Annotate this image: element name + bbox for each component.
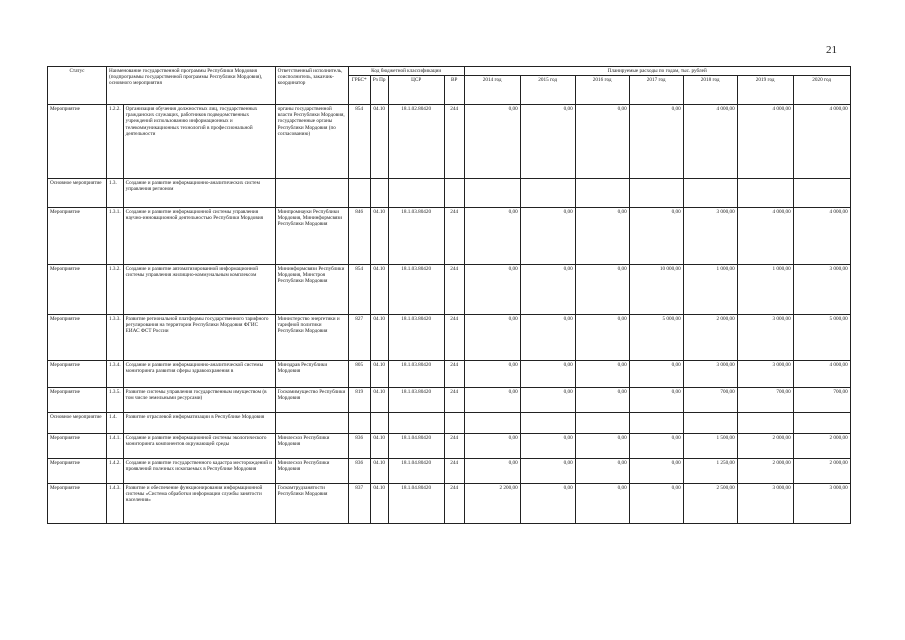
csr-cell: 18.1.03.80420	[388, 265, 444, 315]
table-row	[48, 361, 851, 388]
budget-table	[47, 66, 851, 524]
table-row	[48, 484, 851, 524]
name-cell: Создание и развитие государственного кадастра месторождений и проявлений полезных ископаемых в Республике Мордовия	[123, 459, 275, 484]
status-cell: Мероприятие	[48, 208, 107, 265]
section-row	[48, 413, 851, 434]
expense-value-cell	[737, 413, 793, 434]
expense-value-cell: 4 000,00	[737, 105, 793, 179]
number-cell: 1.4.	[107, 413, 124, 434]
expense-value-cell: 2 000,00	[793, 459, 850, 484]
expense-value-cell: 0,00	[464, 105, 520, 179]
expenses-header: Планируемые расходы по годам, тыс. рублей	[464, 67, 850, 76]
vr-cell: 244	[444, 459, 464, 484]
expense-value-cell: 1 250,00	[683, 459, 737, 484]
year-header: 2019 год	[737, 76, 793, 105]
budget-code-header: Код бюджетной классификации	[348, 67, 464, 76]
expense-value-cell: 1 000,00	[683, 265, 737, 315]
vr-cell: 244	[444, 434, 464, 459]
year-header: 2020 год	[793, 76, 850, 105]
rzpr-cell: 04.10	[370, 105, 388, 179]
executor-cell: Мининформсвязи Республики Мордовия, Минстроя Республики Мордовия	[275, 265, 348, 315]
csr-header: ЦСР	[388, 76, 444, 105]
expense-value-cell: 0,00	[575, 265, 629, 315]
expense-value-cell	[629, 413, 683, 434]
expense-value-cell	[464, 413, 520, 434]
expense-value-cell: 0,00	[464, 388, 520, 413]
expense-value-cell: 4 000,00	[793, 361, 850, 388]
executor-cell: Минпромнауки Республики Мордовия, Мининформсвязи Республики Мордовия	[275, 208, 348, 265]
expense-value-cell: 700,00	[683, 388, 737, 413]
expense-value-cell: 0,00	[629, 484, 683, 524]
expense-value-cell: 4 000,00	[793, 105, 850, 179]
csr-cell: 18.1.02.80420	[388, 105, 444, 179]
expense-value-cell: 0,00	[575, 434, 629, 459]
status-cell: Мероприятие	[48, 105, 107, 179]
table-row	[48, 265, 851, 315]
number-cell: 1.3.5.	[107, 388, 124, 413]
expense-value-cell: 0,00	[464, 434, 520, 459]
expense-value-cell	[683, 179, 737, 208]
expense-value-cell: 5 000,00	[629, 315, 683, 361]
expense-value-cell: 0,00	[575, 484, 629, 524]
name-cell: Создание и развитие информационной системы управления научно-инновационной деятельностью Республики Мордовия	[123, 208, 275, 265]
vr-cell: 244	[444, 105, 464, 179]
expense-value-cell: 0,00	[464, 361, 520, 388]
table-header	[48, 67, 851, 105]
expense-value-cell	[520, 413, 575, 434]
expense-value-cell: 0,00	[520, 388, 575, 413]
expense-value-cell: 4 000,00	[683, 105, 737, 179]
executor-header: Ответственный исполнитель, соисполнитель, заказчик-координатор	[275, 67, 348, 105]
table-row	[48, 105, 851, 179]
name-header: Наименование государственной программы Республики Мордовия (подпрограммы государственной программы Республики Мордовия), основного мероприятия	[107, 67, 276, 105]
status-cell: Мероприятие	[48, 315, 107, 361]
rzpr-cell: 04.10	[370, 315, 388, 361]
grbs-cell: 836	[348, 434, 370, 459]
csr-cell: 18.1.03.80420	[388, 388, 444, 413]
name-cell: Создание и развитие информационной системы экологического мониторинга компонентов окружающей среды	[123, 434, 275, 459]
expense-value-cell: 3 000,00	[793, 484, 850, 524]
expense-value-cell: 3 000,00	[737, 361, 793, 388]
expense-value-cell: 1 000,00	[737, 265, 793, 315]
number-cell: 1.3.	[107, 179, 124, 208]
expense-value-cell: 0,00	[629, 388, 683, 413]
expense-value-cell: 2 000,00	[683, 315, 737, 361]
number-cell: 1.2.2.	[107, 105, 124, 179]
csr-cell: 18.1.04.80420	[388, 459, 444, 484]
number-cell: 1.4.1.	[107, 434, 124, 459]
expense-value-cell: 0,00	[520, 105, 575, 179]
year-header: 2014 год	[464, 76, 520, 105]
expense-value-cell: 0,00	[575, 315, 629, 361]
grbs-cell: 854	[348, 105, 370, 179]
section-row	[48, 179, 851, 208]
expense-value-cell: 0,00	[629, 105, 683, 179]
vr-cell: 244	[444, 361, 464, 388]
table-row	[48, 388, 851, 413]
csr-cell: 18.1.03.80420	[388, 361, 444, 388]
vr-cell: 244	[444, 484, 464, 524]
number-cell: 1.4.2.	[107, 459, 124, 484]
expense-value-cell: 0,00	[520, 315, 575, 361]
vr-cell: 244	[444, 388, 464, 413]
rzpr-cell: 04.10	[370, 388, 388, 413]
expense-value-cell: 0,00	[520, 265, 575, 315]
csr-cell: 18.1.03.80420	[388, 208, 444, 265]
expense-value-cell	[464, 179, 520, 208]
grbs-cell: 805	[348, 361, 370, 388]
name-cell: Развитие региональной платформы государственного тарифного регулирования на территории Республики Мордовия ФГИС ЕИАС ФСТ России	[123, 315, 275, 361]
vr-header: ВР	[444, 76, 464, 105]
grbs-cell: 846	[348, 208, 370, 265]
expense-value-cell	[793, 179, 850, 208]
executor-cell: Минлесхоз Республики Мордовия	[275, 459, 348, 484]
rzpr-cell: 04.10	[370, 459, 388, 484]
csr-cell: 18.1.04.80420	[388, 434, 444, 459]
rzpr-cell: 04.10	[370, 265, 388, 315]
executor-cell: Госкомимущество Республики Мордовия	[275, 388, 348, 413]
year-header: 2015 год	[520, 76, 575, 105]
expense-value-cell: 700,00	[793, 388, 850, 413]
year-header: 2018 год	[683, 76, 737, 105]
csr-cell	[388, 179, 444, 208]
grbs-header: ГРБС*	[348, 76, 370, 105]
expense-value-cell: 2 000,00	[793, 434, 850, 459]
executor-cell	[275, 413, 348, 434]
expense-value-cell: 3 000,00	[683, 361, 737, 388]
expense-value-cell: 0,00	[629, 434, 683, 459]
executor-cell: Госкомтрудзанятости Республики Мордовия	[275, 484, 348, 524]
number-cell: 1.3.3.	[107, 315, 124, 361]
grbs-cell: 854	[348, 265, 370, 315]
grbs-cell: 836	[348, 459, 370, 484]
expense-value-cell: 0,00	[575, 361, 629, 388]
expense-value-cell: 0,00	[629, 361, 683, 388]
table-row	[48, 434, 851, 459]
year-header: 2017 год	[629, 76, 683, 105]
expense-value-cell: 2 500,00	[683, 484, 737, 524]
status-cell: Мероприятие	[48, 361, 107, 388]
expense-value-cell: 0,00	[520, 434, 575, 459]
rzpr-cell: 04.10	[370, 484, 388, 524]
expense-value-cell: 0,00	[629, 459, 683, 484]
expense-value-cell	[683, 413, 737, 434]
expense-value-cell: 0,00	[520, 484, 575, 524]
rzpr-header: Рз Пр	[370, 76, 388, 105]
grbs-cell: 819	[348, 388, 370, 413]
status-cell: Основное мероприятие	[48, 179, 107, 208]
expense-value-cell: 1 500,00	[683, 434, 737, 459]
rzpr-cell: 04.10	[370, 361, 388, 388]
expense-value-cell: 0,00	[520, 459, 575, 484]
grbs-cell: 837	[348, 484, 370, 524]
name-cell: Создание и развитие автоматизированной информационной системы управления жилищно-коммунальным комплексом	[123, 265, 275, 315]
status-cell: Мероприятие	[48, 484, 107, 524]
rzpr-cell: 04.10	[370, 208, 388, 265]
grbs-cell	[348, 413, 370, 434]
csr-cell: 18.1.04.80420	[388, 484, 444, 524]
vr-cell: 244	[444, 265, 464, 315]
expense-value-cell: 0,00	[575, 459, 629, 484]
table-row	[48, 459, 851, 484]
status-cell: Мероприятие	[48, 388, 107, 413]
expense-value-cell: 5 000,00	[793, 315, 850, 361]
expense-value-cell	[629, 179, 683, 208]
expense-value-cell: 4 000,00	[737, 208, 793, 265]
executor-cell: Министерство энергетики и тарифной политики Республики Мордовия	[275, 315, 348, 361]
name-cell: Создание и развитие информационно-аналитической системы мониторинга развития сферы здравоохранения в	[123, 361, 275, 388]
executor-cell: органы государственной власти Республики Мордовия, государственные органы Республики Мордовия (по согласованию)	[275, 105, 348, 179]
status-header: Статус	[48, 67, 107, 105]
expense-value-cell: 3 000,00	[737, 484, 793, 524]
vr-cell	[444, 179, 464, 208]
expense-value-cell: 10 000,00	[629, 265, 683, 315]
name-cell: Развитие и обеспечение функционирования информационной системы «Система обработки информации службы занятости населения»	[123, 484, 275, 524]
expense-value-cell: 0,00	[464, 459, 520, 484]
page-number: 21	[826, 44, 837, 56]
expense-value-cell: 0,00	[520, 208, 575, 265]
year-header: 2016 год	[575, 76, 629, 105]
expense-value-cell: 0,00	[575, 388, 629, 413]
expense-value-cell: 4 000,00	[793, 208, 850, 265]
executor-cell: Минлесхоз Республики Мордовия	[275, 434, 348, 459]
expense-value-cell: 0,00	[575, 105, 629, 179]
name-cell: Создание и развитие информационно-аналитических систем управления регионом	[123, 179, 275, 208]
status-cell: Мероприятие	[48, 434, 107, 459]
name-cell: Развитие системы управления государственным имуществом (в том числе земельными ресурсами)	[123, 388, 275, 413]
expense-value-cell: 2 200,00	[464, 484, 520, 524]
status-cell: Мероприятие	[48, 265, 107, 315]
expense-value-cell	[575, 179, 629, 208]
number-cell: 1.3.4.	[107, 361, 124, 388]
expense-value-cell: 3 000,00	[793, 265, 850, 315]
number-cell: 1.3.1.	[107, 208, 124, 265]
csr-cell	[388, 413, 444, 434]
expense-value-cell: 0,00	[520, 361, 575, 388]
table-row	[48, 315, 851, 361]
vr-cell: 244	[444, 208, 464, 265]
expense-value-cell	[793, 413, 850, 434]
expense-value-cell: 0,00	[464, 315, 520, 361]
expense-value-cell: 0,00	[464, 208, 520, 265]
number-cell: 1.4.3.	[107, 484, 124, 524]
expense-value-cell: 3 000,00	[737, 315, 793, 361]
number-cell: 1.3.2.	[107, 265, 124, 315]
expense-value-cell: 3 000,00	[683, 208, 737, 265]
executor-cell	[275, 179, 348, 208]
rzpr-cell	[370, 179, 388, 208]
table-row	[48, 208, 851, 265]
expense-value-cell	[520, 179, 575, 208]
grbs-cell	[348, 179, 370, 208]
rzpr-cell	[370, 413, 388, 434]
name-cell: Развитие отраслевой информатизации в Республике Мордовия	[123, 413, 275, 434]
expense-value-cell: 2 000,00	[737, 459, 793, 484]
csr-cell: 18.1.03.80420	[388, 315, 444, 361]
rzpr-cell: 04.10	[370, 434, 388, 459]
executor-cell: Минздрав Республики Мордовия	[275, 361, 348, 388]
expense-value-cell: 0,00	[575, 208, 629, 265]
vr-cell: 244	[444, 315, 464, 361]
expense-value-cell: 2 000,00	[737, 434, 793, 459]
expense-value-cell: 0,00	[464, 265, 520, 315]
table-body	[48, 105, 851, 524]
expense-value-cell: 0,00	[629, 208, 683, 265]
grbs-cell: 827	[348, 315, 370, 361]
expense-value-cell	[737, 179, 793, 208]
name-cell: Организация обучения должностных лиц, государственных гражданских служащих, работников подведомственных учреждений использованию информационных и телекоммуникационных технологий в профессиональной деятельности	[123, 105, 275, 179]
status-cell: Основное мероприятие	[48, 413, 107, 434]
status-cell: Мероприятие	[48, 459, 107, 484]
expense-value-cell: 700,00	[737, 388, 793, 413]
expense-value-cell	[575, 413, 629, 434]
vr-cell	[444, 413, 464, 434]
